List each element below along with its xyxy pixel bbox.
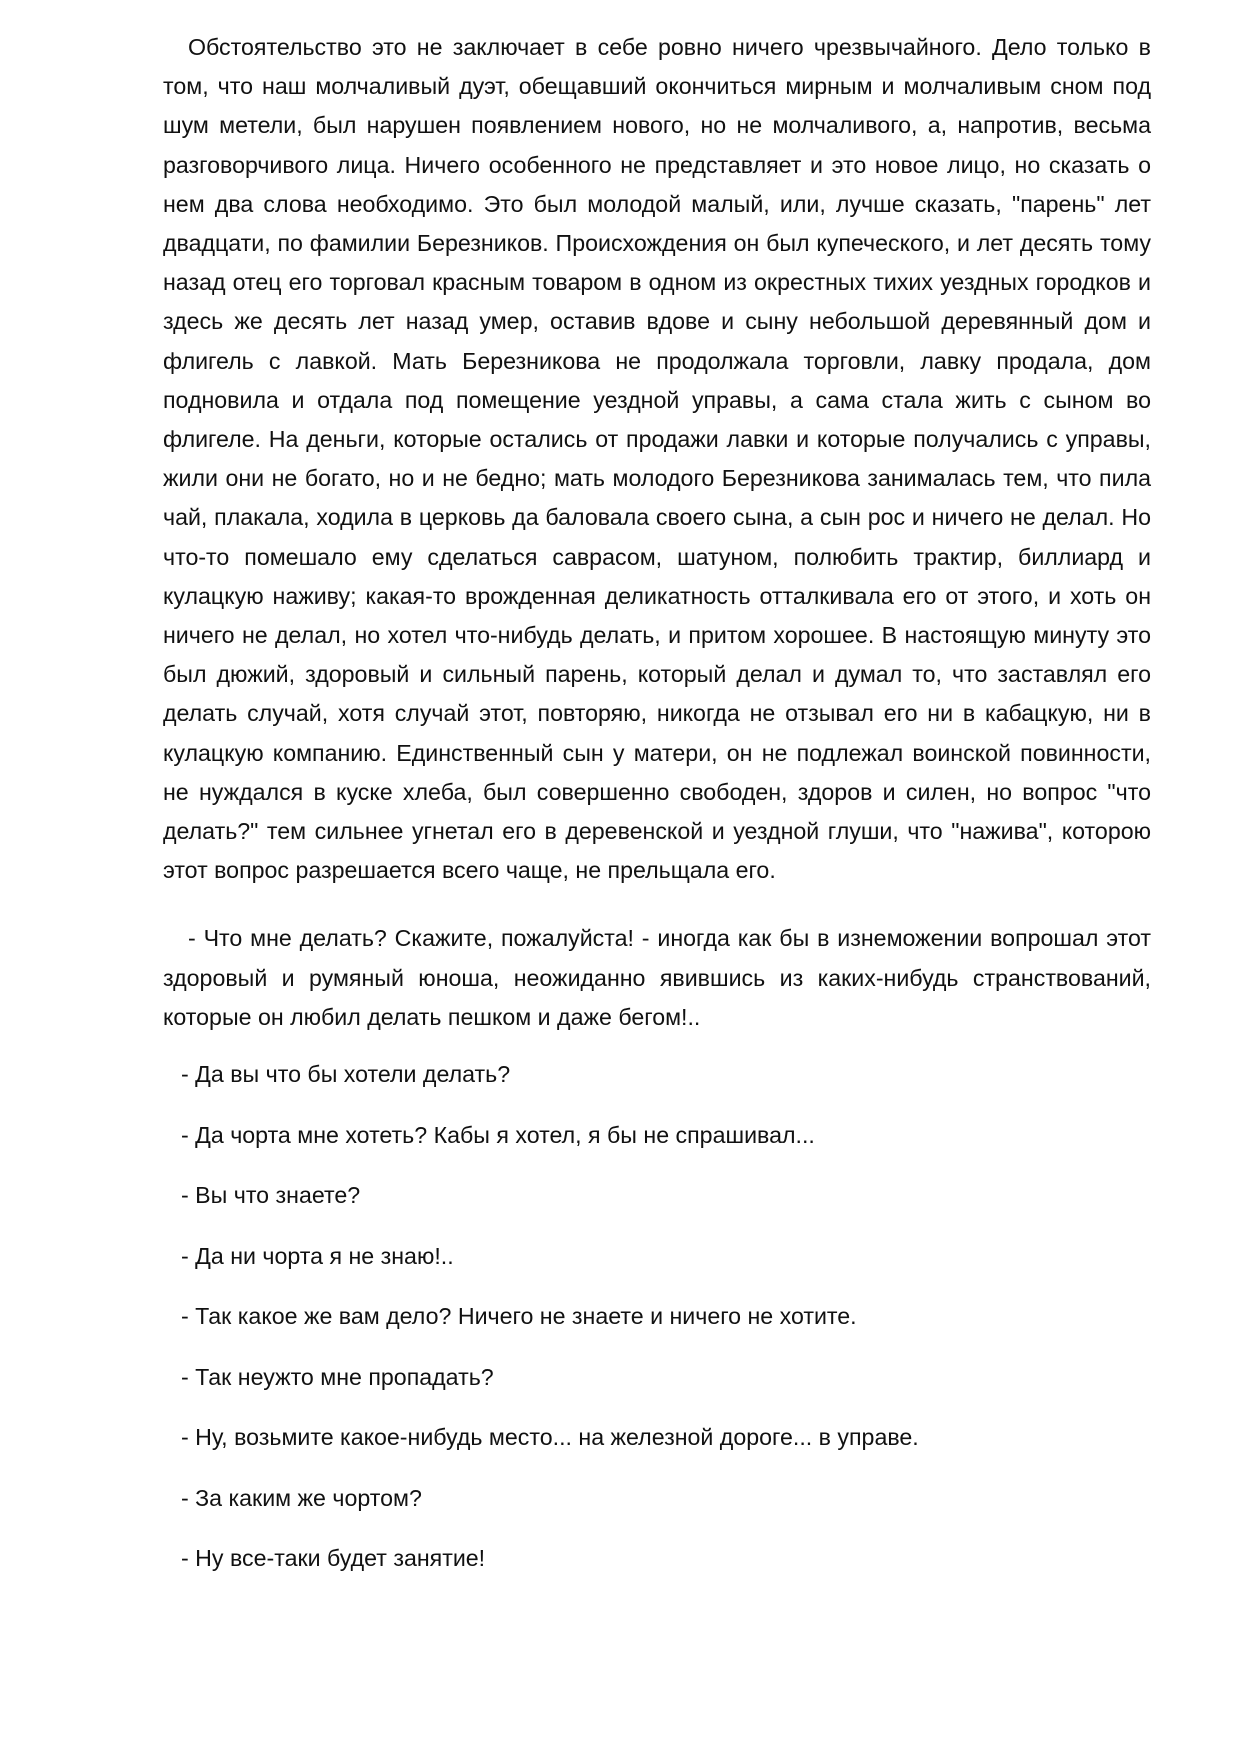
dialogue-line: - Да вы что бы хотели делать?	[181, 1061, 511, 1088]
dialogue-block	[163, 1055, 1151, 1600]
dialogue-line: - Да ни чорта я не знаю!..	[181, 1242, 454, 1269]
speech-paragraph: - Что мне делать? Скажите, пожалуйста! - иногда как бы в изнеможении вопрошал этот здоровый и румяный юноша, неожиданно явившись из каких-нибудь странствований, которые он любил делать пешком и даже бегом!..	[163, 925, 1151, 1030]
narrative-paragraph: Обстоятельство это не заключает в себе ровно ничего чрезвычайного. Дело только в том, что наш молчаливый дуэт, обещавший окончиться мирным и молчаливым сном под шум метели, был нарушен появлением нового, но не молчаливого, а, напротив, весьма разговорчивого лица. Ничего особенного не представляет и это новое лицо, но сказать о нем два слова необходимо. Это был молодой малый, или, лучше сказать, "парень" лет двадцати, по фамилии Березников. Происхождения он был купеческого, и лет десять тому назад отец его торговал красным товаром в одном из окрестных тихих уездных городков и здесь же десять лет назад умер, оставив вдове и сыну небольшой деревянный дом и флигель с лавкой. Мать Березникова не продолжала торговли, лавку продала, дом подновила и отдала под помещение уездной управы, а сама стала жить с сыном во флигеле. На деньги, которые остались от продажи лавки и которые получались с управы, жили они не богато, но и не бедно; мать молодого Березникова занималась тем, что пила чай, плакала, ходила в церковь да баловала своего сына, а сын рос и ничего не делал. Но что-то помешало ему сделаться саврасом, шатуном, полюбить трактир, биллиард и кулацкую наживу; какая-то врожденная деликатность отталкивала его от этого, и хоть он ничего не делал, но хотел что-нибудь делать, и притом хорошее. В настоящую минуту это был дюжий, здоровый и сильный парень, который делал и думал то, что заставлял его делать случай, хотя случай этот, повторяю, никогда не отзывал его ни в кабацкую, ни в кулацкую компанию. Единственный сын у матери, он не подлежал воинской повинности, не нуждался в куске хлеба, был совершенно свободен, здоров и силен, но вопрос "что делать?" тем сильнее угнетал его в деревенской и уездной глуши, что "нажива", которою этот вопрос разрешается всего чаще, не прельщала его.	[163, 34, 1151, 884]
dialogue-line: - Так какое же вам дело? Ничего не знаете и ничего не хотите.	[181, 1303, 857, 1330]
dialogue-line: - Вы что знаете?	[181, 1182, 361, 1209]
dialogue-line: - Да чорта мне хотеть? Кабы я хотел, я бы не спрашивал...	[181, 1121, 815, 1148]
document-page	[163, 28, 1151, 1600]
dialogue-line: - Ну, возьмите какое-нибудь место... на железной дороге... в управе.	[181, 1424, 919, 1451]
dialogue-line: - Ну все-таки будет занятие!	[181, 1545, 486, 1572]
dialogue-line: - За каким же чортом?	[181, 1484, 422, 1511]
dialogue-line: - Так неужто мне пропадать?	[181, 1363, 494, 1390]
